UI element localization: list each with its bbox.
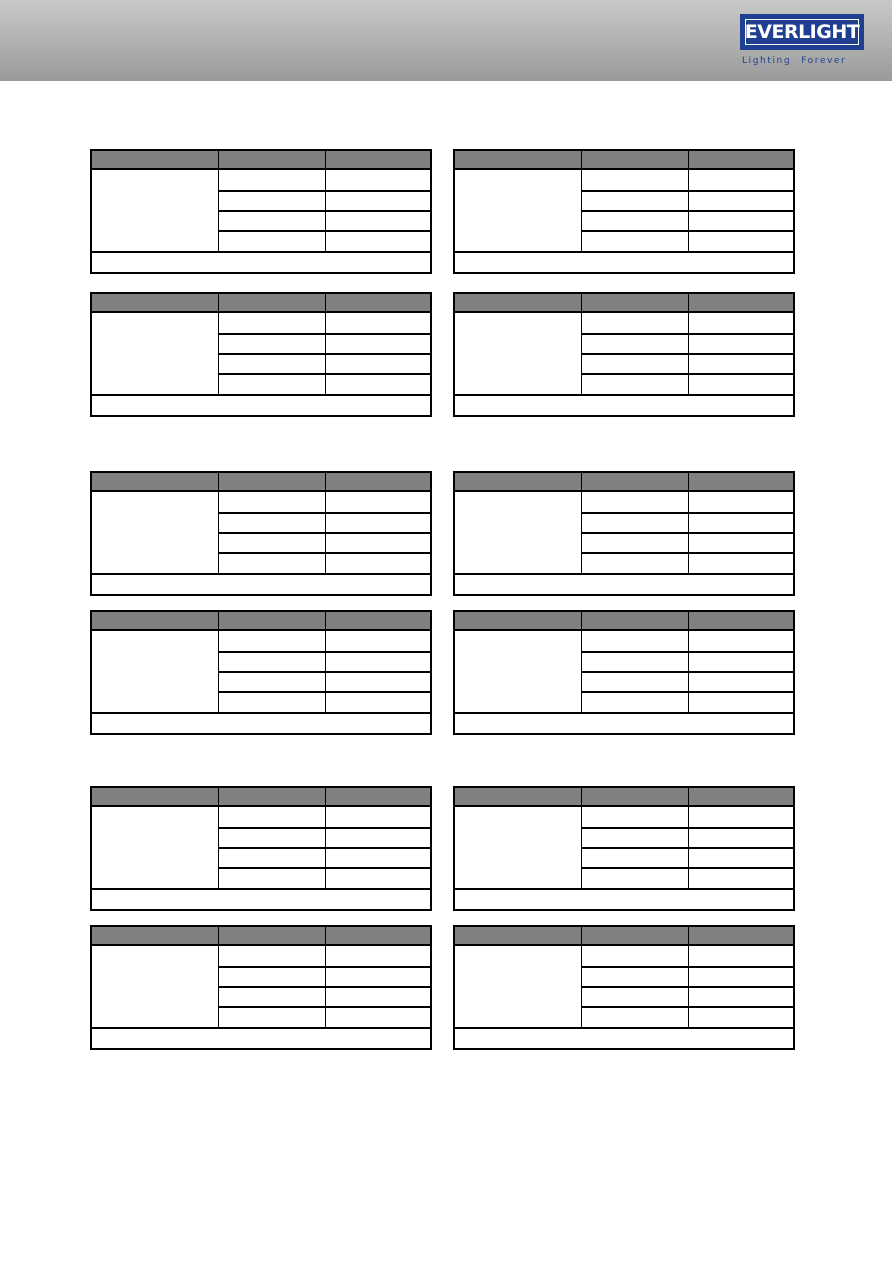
row-divider (218, 210, 430, 212)
column-divider (688, 788, 689, 889)
everlight-logo (740, 14, 868, 72)
row-divider (581, 966, 793, 968)
logo-tagline-left: Lighting (742, 56, 792, 66)
data-table-9 (90, 786, 432, 911)
row-divider (218, 532, 430, 534)
table-header-row (455, 927, 793, 946)
column-divider (325, 927, 326, 1028)
footer-divider (455, 712, 793, 714)
footer-divider (455, 394, 793, 396)
row-divider (581, 353, 793, 355)
row-divider (218, 867, 430, 869)
row-divider (218, 373, 430, 375)
row-divider (581, 847, 793, 849)
column-divider (218, 612, 219, 713)
footer-divider (92, 888, 430, 890)
logo-wordmark: EVERLIGHT (744, 21, 860, 43)
row-divider (218, 651, 430, 653)
logo-tagline-right: Forever (801, 56, 847, 66)
data-table-10 (453, 786, 795, 911)
column-divider (218, 788, 219, 889)
column-divider (218, 151, 219, 252)
footer-divider (92, 712, 430, 714)
data-table-5 (90, 471, 432, 596)
data-table-8 (453, 610, 795, 735)
table-header-row (92, 612, 430, 631)
row-divider (218, 671, 430, 673)
footer-divider (455, 1027, 793, 1029)
table-header-row (92, 788, 430, 807)
row-divider (218, 190, 430, 192)
column-divider (218, 294, 219, 395)
row-divider (218, 552, 430, 554)
data-table-4 (453, 292, 795, 417)
table-header-row (92, 473, 430, 492)
row-divider (218, 986, 430, 988)
column-divider (581, 151, 582, 252)
column-divider (581, 612, 582, 713)
row-divider (581, 671, 793, 673)
footer-divider (92, 251, 430, 253)
column-divider (581, 927, 582, 1028)
row-divider (218, 966, 430, 968)
data-table-2 (453, 149, 795, 274)
row-divider (581, 512, 793, 514)
footer-divider (455, 888, 793, 890)
row-divider (581, 552, 793, 554)
row-divider (218, 333, 430, 335)
row-divider (581, 691, 793, 693)
column-divider (325, 612, 326, 713)
column-divider (688, 927, 689, 1028)
row-divider (581, 190, 793, 192)
footer-divider (92, 573, 430, 575)
row-divider (218, 512, 430, 514)
column-divider (581, 473, 582, 574)
column-divider (688, 294, 689, 395)
column-divider (325, 788, 326, 889)
row-divider (581, 1006, 793, 1008)
footer-divider (92, 394, 430, 396)
data-table-1 (90, 149, 432, 274)
column-divider (688, 473, 689, 574)
data-table-7 (90, 610, 432, 735)
row-divider (218, 230, 430, 232)
row-divider (218, 847, 430, 849)
row-divider (218, 353, 430, 355)
row-divider (581, 373, 793, 375)
table-header-row (455, 612, 793, 631)
table-header-row (455, 294, 793, 313)
table-header-row (455, 151, 793, 170)
row-divider (218, 827, 430, 829)
table-header-row (92, 294, 430, 313)
row-divider (581, 986, 793, 988)
table-header-row (455, 473, 793, 492)
table-header-row (92, 927, 430, 946)
row-divider (581, 532, 793, 534)
table-header-row (455, 788, 793, 807)
data-table-3 (90, 292, 432, 417)
logo-box (740, 14, 864, 50)
row-divider (581, 210, 793, 212)
row-divider (218, 691, 430, 693)
column-divider (325, 294, 326, 395)
data-table-12 (453, 925, 795, 1050)
page-header-band (0, 0, 892, 81)
logo-tagline (742, 56, 866, 66)
footer-divider (92, 1027, 430, 1029)
column-divider (218, 473, 219, 574)
data-table-6 (453, 471, 795, 596)
row-divider (581, 867, 793, 869)
column-divider (688, 151, 689, 252)
row-divider (581, 651, 793, 653)
column-divider (325, 473, 326, 574)
footer-divider (455, 251, 793, 253)
column-divider (218, 927, 219, 1028)
row-divider (581, 230, 793, 232)
column-divider (581, 788, 582, 889)
table-header-row (92, 151, 430, 170)
row-divider (581, 333, 793, 335)
column-divider (688, 612, 689, 713)
data-table-11 (90, 925, 432, 1050)
column-divider (581, 294, 582, 395)
footer-divider (455, 573, 793, 575)
column-divider (325, 151, 326, 252)
row-divider (581, 827, 793, 829)
row-divider (218, 1006, 430, 1008)
